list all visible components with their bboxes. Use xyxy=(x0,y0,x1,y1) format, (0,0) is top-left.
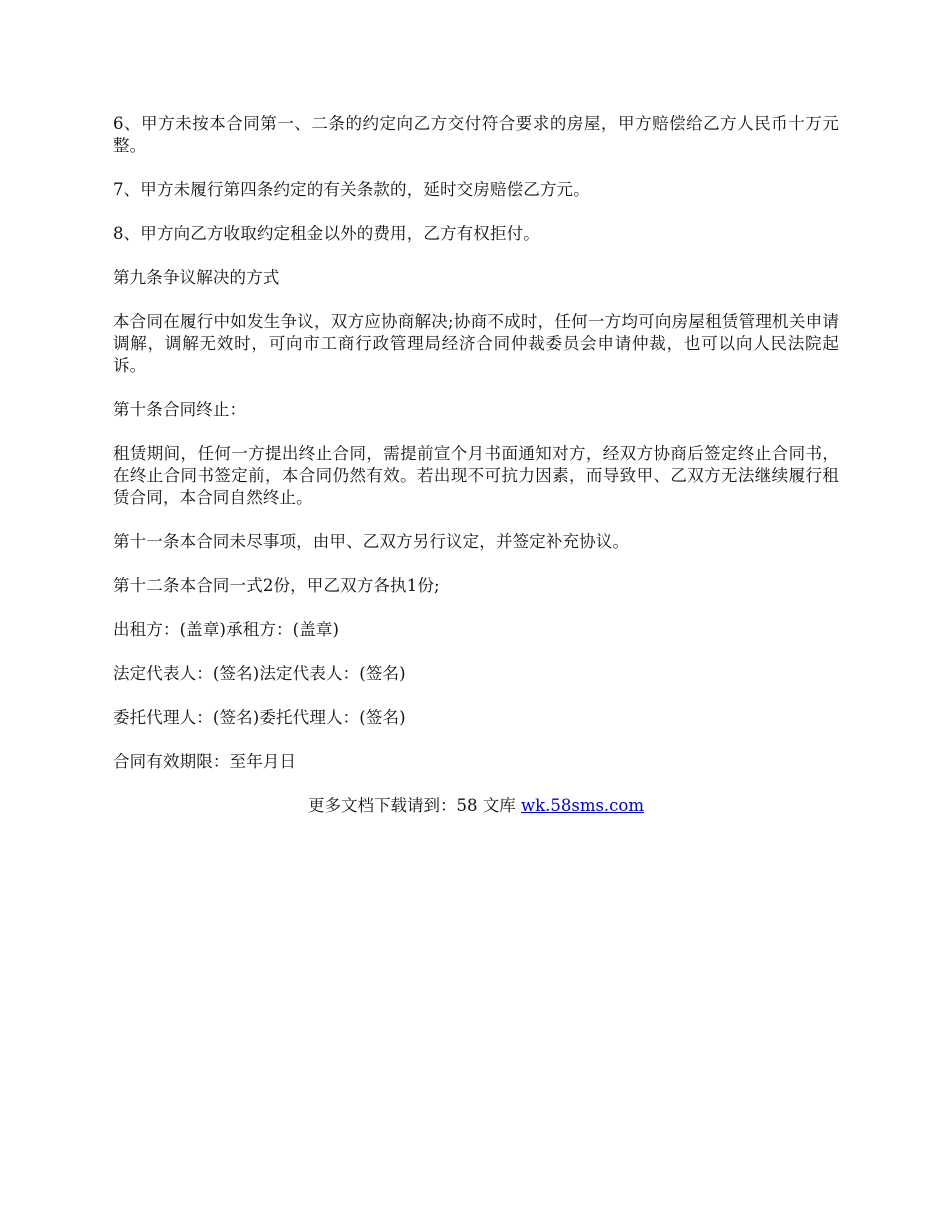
footer-download-note xyxy=(113,795,839,817)
article-12-paragraph: 第十二条本合同一式2份，甲乙双方各执1份; xyxy=(113,576,440,595)
document-body xyxy=(113,113,839,817)
authorized-agent-line: 委托代理人：(签名)委托代理人：(签名) xyxy=(113,708,406,727)
clause-8-paragraph: 8、甲方向乙方收取约定租金以外的费用，乙方有权拒付。 xyxy=(113,224,540,243)
legal-representative-line: 法定代表人：(签名)法定代表人：(签名) xyxy=(113,664,406,683)
article-10-heading: 第十条合同终止： xyxy=(113,400,247,419)
validity-period-line: 合同有效期限：至年月日 xyxy=(113,752,297,771)
article-10-paragraph: 租赁期间，任何一方提出终止合同，需提前宣个月书面通知对方，经双方协商后签定终止合同书，在终止合同书签定前，本合同仍然有效。若出现不可抗力因素，而导致甲、乙双方无法继续履行租赁合同，本合同自然终止。 xyxy=(113,444,839,507)
clause-7-paragraph: 7、甲方未履行第四条约定的有关条款的，延时交房赔偿乙方元。 xyxy=(113,180,590,199)
lessor-lessee-seal-line: 出租方：(盖章)承租方：(盖章) xyxy=(113,620,340,639)
footer-prefix-text: 更多文档下载请到：58 文库 xyxy=(307,796,521,815)
footer-site-link[interactable]: wk.58sms.com xyxy=(520,796,644,815)
clause-6-paragraph: 6、甲方未按本合同第一、二条的约定向乙方交付符合要求的房屋，甲方赔偿给乙方人民币十万元整。 xyxy=(113,114,839,155)
article-9-heading: 第九条争议解决的方式 xyxy=(113,268,280,287)
article-11-paragraph: 第十一条本合同未尽事项，由甲、乙双方另行议定，并签定补充协议。 xyxy=(113,532,630,551)
article-9-paragraph: 本合同在履行中如发生争议，双方应协商解决;协商不成时，任何一方均可向房屋租赁管理机关申请调解，调解无效时，可向市工商行政管理局经济合同仲裁委员会申请仲裁，也可以向人民法院起诉。 xyxy=(113,312,839,375)
